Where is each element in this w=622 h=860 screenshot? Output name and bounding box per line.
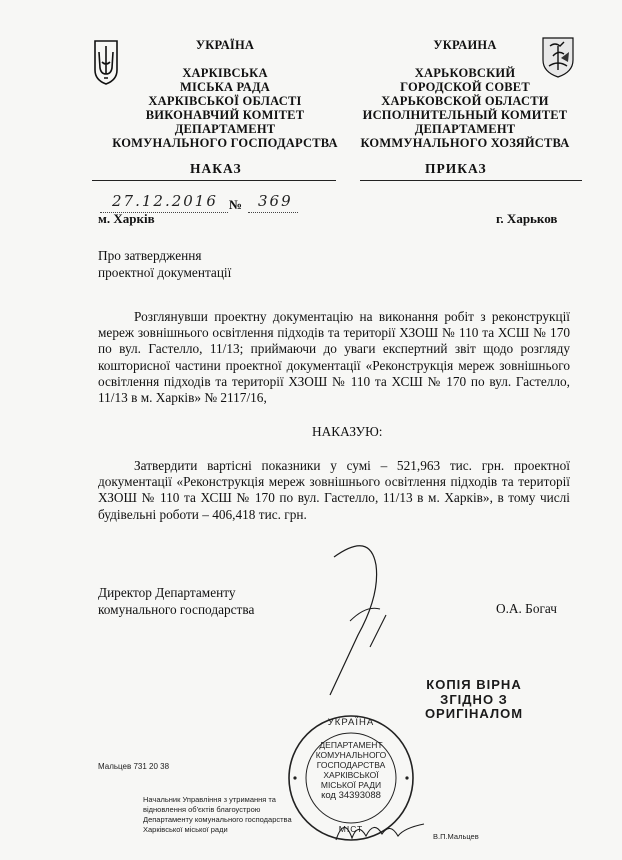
seal-inner-text [309, 740, 393, 801]
signatory-name: О.А. Богач [496, 601, 557, 616]
header-line: КОМУНАЛЬНОГО ГОСПОДАРСТВА [112, 136, 338, 150]
header-line: ХАРЬКОВСКОЙ ОБЛАСТИ [381, 94, 549, 108]
header-line: ДЕПАРТАМЕНТ [174, 122, 276, 136]
copy-stamp-line: ОРИГІНАЛОМ [424, 706, 524, 721]
seal-line: КОМУНАЛЬНОГО [315, 750, 387, 760]
certifier-line: відновлення об'єктів благоустрою [143, 805, 261, 814]
certifier-line: Начальник Управління з утримання та [143, 795, 276, 804]
header-line: ИСПОЛНИТЕЛЬНЫЙ КОМИТЕТ [362, 108, 568, 122]
handwritten-signature [300, 535, 410, 705]
number-label: № [229, 197, 243, 212]
city-ua: м. Харків [98, 211, 155, 226]
header-line: ГОРОДСКОЙ СОВЕТ [400, 80, 530, 94]
order-number: 369 [258, 192, 293, 210]
decree-word: НАКАЗУЮ: [312, 424, 383, 439]
position-line: комунального господарства [98, 601, 255, 617]
seal-line: МІСЬКОЇ РАДИ [320, 780, 382, 790]
header-country: УКРАИНА [433, 38, 497, 52]
copy-stamp-line: КОПІЯ ВІРНА [426, 677, 522, 692]
seal-arc-top: УКРАЇНА [327, 717, 375, 728]
order-paragraph: Затвердити вартісні показники у сумі – 521,963 тис. грн. проектної документації «Реконструкція мереж зовнішнього освітлення підходів та території ХЗОШ № 110 та ХСШ № 170 по вул. Гастелло, 11/13 в м. Харків», в тому числі будівельні роботи – 406,418 тис. грн. [98, 458, 570, 522]
certifier-line: Департаменту комунального господарства [143, 815, 292, 824]
header-line: КОММУНАЛЬНОГО ХОЗЯЙСТВА [360, 136, 570, 150]
header-russian [340, 38, 590, 150]
number-underline [248, 212, 298, 213]
city-ru: г. Харьков [496, 211, 558, 226]
copy-stamp-line: ЗГІДНО З [440, 691, 508, 707]
seal-line: ДЕПАРТАМЕНТ [319, 740, 383, 750]
position-line: Директор Департаменту [98, 585, 236, 600]
header-rule-right [360, 180, 582, 181]
order-title-ru: ПРИКАЗ [425, 161, 487, 176]
header-line: МІСЬКА РАДА [179, 80, 271, 94]
order-title-ua: НАКАЗ [190, 161, 242, 176]
signatory-position [98, 585, 254, 618]
certifier-line: Харківської міської ради [143, 825, 228, 834]
header-rule-left [92, 180, 336, 181]
copy-stamp [412, 678, 536, 722]
subject-line: Про затвердження [98, 248, 202, 263]
seal-line: ХАРКІВСЬКОЇ [323, 770, 379, 780]
header-line: ДЕПАРТАМЕНТ [414, 122, 516, 136]
executor-note: Мальцев 731 20 38 [98, 762, 170, 771]
header-line: ХАРКІВСЬКА [182, 66, 268, 80]
seal-code: код 34393088 [321, 790, 381, 801]
order-subject [98, 248, 231, 281]
order-date: 27.12.2016 [112, 192, 218, 210]
certifier-signature [330, 810, 430, 850]
header-ukrainian [100, 38, 350, 150]
subject-line: проектної документації [98, 264, 232, 280]
header-line: ВИКОНАВЧИЙ КОМІТЕТ [145, 108, 305, 122]
header-line: ХАРКІВСЬКОЇ ОБЛАСТІ [148, 94, 302, 108]
seal-arc-bottom: МІСТ [338, 824, 364, 834]
preamble-paragraph: Розглянувши проектну документацію на виконання робіт з реконструкції мереж зовнішнього освітлення підходів та території ХЗОШ № 110 та ХСШ № 170 по вул. Гастелло, 11/13; приймаючи до уваги експертний звіт щодо розгляду кошторисної частини проектної документації «Реконструкція мереж зовнішнього освітлення підходів та території ХЗОШ № 110 та ХСШ № 170 по вул. Гастелло, 11/13 в м. Харків» № 2117/16, [98, 309, 570, 406]
seal-line: ГОСПОДАРСТВА [316, 760, 386, 770]
header-line: ХАРЬКОВСКИЙ [414, 66, 516, 80]
certifier-name: В.П.Мальцев [433, 832, 479, 841]
certifier-block [143, 795, 292, 835]
header-country: УКРАЇНА [195, 38, 255, 52]
